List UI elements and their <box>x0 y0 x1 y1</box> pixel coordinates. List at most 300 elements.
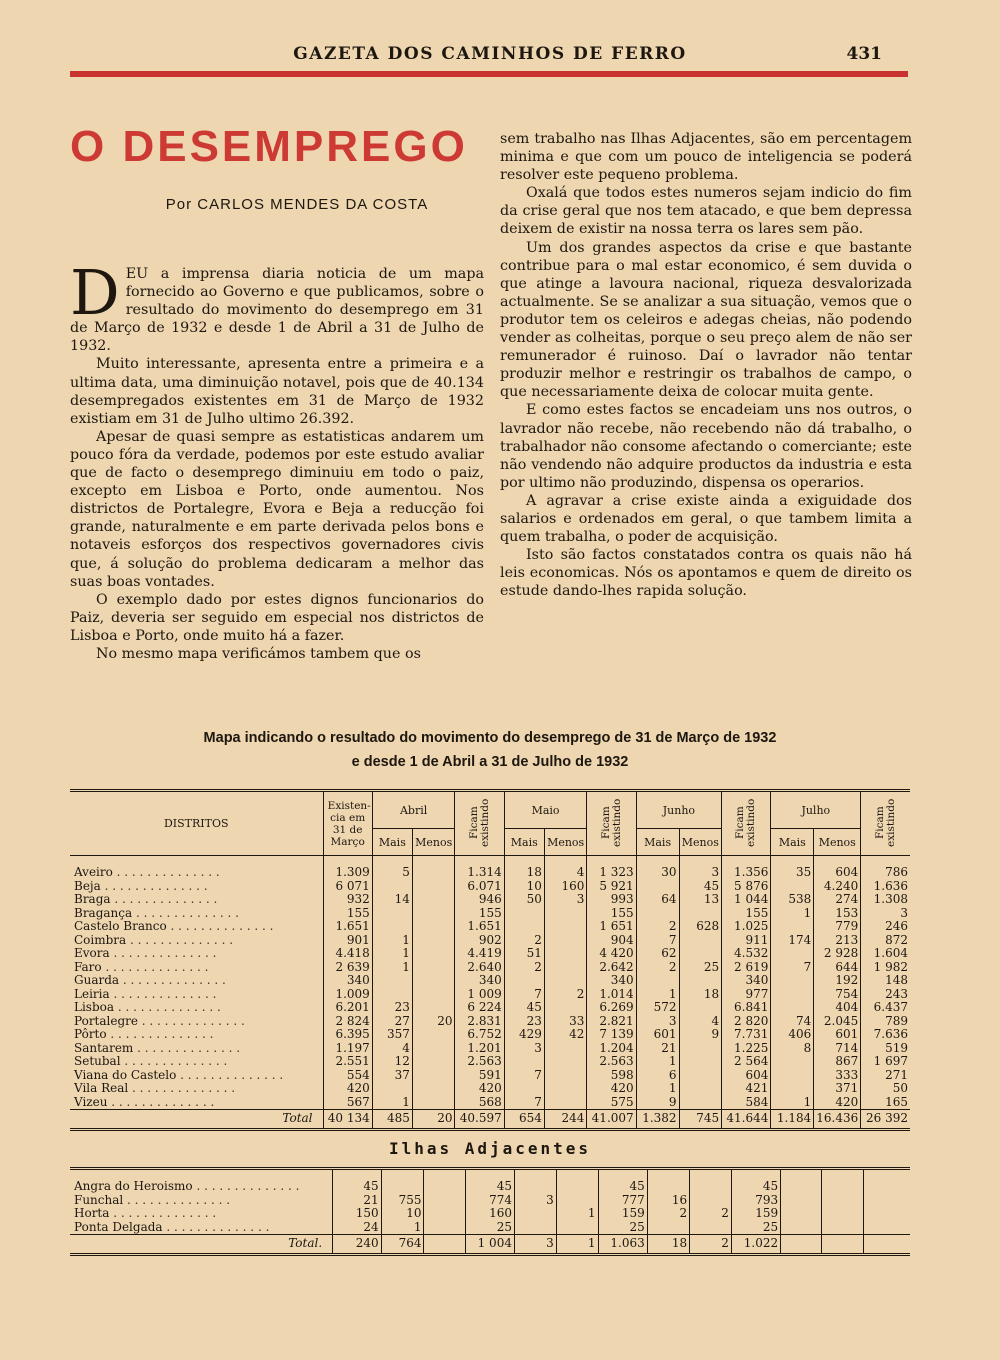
table-cell <box>544 1082 587 1096</box>
district-name: Braga <box>74 893 111 906</box>
table-caption-line-1: Mapa indicando o resultado do movimento do desemprego de 31 de Março de 1932 <box>203 730 777 746</box>
table-cell: 33 <box>544 1015 587 1029</box>
table-cell <box>504 974 544 988</box>
district-name-cell <box>70 1015 323 1029</box>
table-cell <box>636 907 679 921</box>
remaining-header-june <box>722 791 771 856</box>
table-cell: 7 <box>504 1096 544 1110</box>
table-cell <box>690 1221 732 1235</box>
table-cell: 16 <box>647 1194 689 1208</box>
total-cell: 764 <box>381 1235 424 1255</box>
table-cell: 7 <box>636 934 679 948</box>
district-name: Portalegre <box>74 1014 138 1028</box>
table-cell: 584 <box>722 1096 771 1110</box>
total-label: Total <box>70 1110 323 1129</box>
table-row <box>70 1207 910 1221</box>
table-cell: 155 <box>722 907 771 921</box>
table-cell: 6.395 <box>323 1028 372 1042</box>
table-cell <box>822 1221 863 1235</box>
table-cell: 901 <box>323 934 372 948</box>
total-cell: 20 <box>412 1110 455 1129</box>
table-cell: 45 <box>504 1001 544 1015</box>
leader-dots: . . . . . . . . . . . . . . <box>192 1179 300 1193</box>
table-cell <box>424 1170 465 1194</box>
leader-dots: . . . . . . . . . . . . . . <box>133 1041 241 1055</box>
table-cell <box>771 988 814 1002</box>
table-cell: 64 <box>636 893 679 907</box>
remaining-header-july <box>861 791 910 856</box>
table-cell: 2.640 <box>455 961 504 975</box>
table-cell: 572 <box>636 1001 679 1015</box>
table-cell <box>544 1001 587 1015</box>
table-cell <box>771 1082 814 1096</box>
table-cell: 2 824 <box>323 1015 372 1029</box>
table-cell: 10 <box>504 880 544 894</box>
table-cell <box>679 1042 722 1056</box>
table-cell: 421 <box>722 1082 771 1096</box>
table-cell: 4 420 <box>587 947 636 961</box>
district-name-cell <box>70 947 323 961</box>
district-name-cell <box>70 1001 323 1015</box>
table-cell <box>679 947 722 961</box>
table-cell: 993 <box>587 893 636 907</box>
month-header-june: Junho <box>636 791 721 829</box>
table-cell: 2.642 <box>587 961 636 975</box>
less-header: Menos <box>412 829 455 856</box>
table-cell <box>781 1194 822 1208</box>
table-row <box>70 1042 910 1056</box>
table-cell: 1 <box>372 934 412 948</box>
table-cell <box>412 1096 455 1110</box>
total-cell: 18 <box>647 1235 689 1255</box>
district-name: Santarem <box>74 1041 134 1055</box>
table-row <box>70 880 910 894</box>
table-cell: 340 <box>455 974 504 988</box>
district-name: Aveiro <box>74 865 113 879</box>
table-row <box>70 988 910 1002</box>
table-cell: 340 <box>722 974 771 988</box>
table-cell: 1.651 <box>323 920 372 934</box>
table-cell: 2 928 <box>814 947 861 961</box>
total-cell: 1 004 <box>465 1235 514 1255</box>
paragraph: A agravar a crise existe ainda a exiguidade dos salarios e ordenados em geral, o que tambem limita a quem trabalha, o poder de acquisição. <box>500 492 912 546</box>
paragraph-text: EU a imprensa diaria noticia de um mapa fornecido ao Governo e que publicamos, sobre o resultado do movimento do desemprego em 31 de Março de 1932 e desde 1 de Abril a 31 de Julho de 1932. <box>70 266 484 355</box>
table-cell: 4.419 <box>455 947 504 961</box>
islands-table <box>70 1170 910 1256</box>
table-cell: 6.071 <box>455 880 504 894</box>
table-cell: 1.225 <box>722 1042 771 1056</box>
table-cell <box>412 1042 455 1056</box>
month-header-may: Maio <box>504 791 587 829</box>
table-cell: 2 <box>504 934 544 948</box>
table-cell: 2.563 <box>455 1055 504 1069</box>
table-cell: 789 <box>861 1015 910 1029</box>
table-cell <box>514 1221 556 1235</box>
table-cell: 604 <box>814 856 861 880</box>
table-cell: 6.437 <box>861 1001 910 1015</box>
table-cell <box>679 934 722 948</box>
table-cell: 644 <box>814 961 861 975</box>
table-cell: 246 <box>861 920 910 934</box>
total-label: Total. <box>70 1235 333 1255</box>
leader-dots: . . . . . . . . . . . . . . <box>109 947 217 960</box>
table-cell: 23 <box>504 1015 544 1029</box>
table-cell <box>372 988 412 1002</box>
table-cell: 591 <box>455 1069 504 1083</box>
table-cell: 2 <box>647 1207 689 1221</box>
table-row <box>70 1069 910 1083</box>
article-title: O DESEMPREGO <box>70 122 468 171</box>
paragraph: Muito interessante, apresenta entre a primeira e a ultima data, uma diminuição notavel, pois que de 40.134 desempregados existentes em 31 de Março de 1932 existiam em 31 de Julho ultimo 26.392. <box>70 356 484 427</box>
total-cell: 41.007 <box>587 1110 636 1129</box>
paragraph: O exemplo dado por estes dignos funcionarios do Paiz, deveria ser seguido em especial nos districtos de Lisboa e Porto, onde muito há a fazer. <box>70 591 484 644</box>
district-name: Leiria <box>74 987 110 1001</box>
table-cell: 155 <box>323 907 372 921</box>
remaining-header-may <box>587 791 636 856</box>
paragraph: Apesar de quasi sempre as estatisticas andarem um pouco fóra da verdade, podemos por este estudo avaliar que de facto o desemprego diminuiu em todo o paiz, excepto em Lisboa e Porto, onde aumentou. Nos districtos de Portalegre, Evora e Beja a reducção foi grande, naturalmente e em parte derivada pelos bons e notaveis esforços dos respectivos governadores civis que, á solução do problema dedicaram a melhor das suas boas vontades. <box>70 428 484 590</box>
table-cell <box>412 1069 455 1083</box>
table-cell <box>412 988 455 1002</box>
table-cell: 4 <box>372 1042 412 1056</box>
leader-dots: . . . . . . . . . . . . . . <box>128 1082 236 1095</box>
table-cell: 21 <box>636 1042 679 1056</box>
table-cell: 904 <box>587 934 636 948</box>
table-cell: 37 <box>372 1069 412 1083</box>
table-row <box>70 893 910 907</box>
table-cell <box>771 974 814 988</box>
table-cell: 755 <box>381 1194 424 1208</box>
table-cell <box>679 1055 722 1069</box>
leader-dots: . . . . . . . . . . . . . . <box>106 1028 214 1041</box>
table-cell: 9 <box>636 1096 679 1110</box>
more-header: Mais <box>372 829 412 856</box>
table-cell: 18 <box>504 856 544 880</box>
table-cell: 3 <box>636 1015 679 1029</box>
district-name: Coimbra <box>74 933 127 947</box>
district-name-cell <box>70 907 323 921</box>
table-cell <box>647 1221 689 1235</box>
table-cell: 777 <box>598 1194 647 1208</box>
table-cell: 786 <box>861 856 910 880</box>
table-cell <box>636 880 679 894</box>
district-name: Guarda <box>74 974 120 987</box>
remaining-header-text: Ficam existindo <box>599 797 623 847</box>
table-cell: 6 071 <box>323 880 372 894</box>
table-cell: 601 <box>814 1028 861 1042</box>
table-cell <box>504 1055 544 1069</box>
district-name-cell <box>70 920 323 934</box>
left-body-text <box>70 256 484 663</box>
table-cell: 12 <box>372 1055 412 1069</box>
table-cell: 42 <box>544 1028 587 1042</box>
table-row <box>70 1028 910 1042</box>
running-header <box>70 44 910 68</box>
month-header-april: Abril <box>372 791 455 829</box>
table-cell: 911 <box>722 934 771 948</box>
table-cell <box>863 1170 910 1194</box>
table-row <box>70 856 910 880</box>
district-name-cell <box>70 934 323 948</box>
total-cell: 1.382 <box>636 1110 679 1129</box>
table-cell: 1 <box>636 1082 679 1096</box>
table-cell: 74 <box>771 1015 814 1029</box>
table-cell: 5 921 <box>587 880 636 894</box>
more-header: Mais <box>636 829 679 856</box>
table-cell: 1.356 <box>722 856 771 880</box>
table-cell <box>544 1096 587 1110</box>
table-cell: 45 <box>731 1170 780 1194</box>
remaining-header-text: Ficam existindo <box>467 797 491 847</box>
table-cell: 932 <box>323 893 372 907</box>
table-cell <box>424 1207 465 1221</box>
table-cell: 946 <box>455 893 504 907</box>
table-cell: 902 <box>455 934 504 948</box>
table-cell: 20 <box>412 1015 455 1029</box>
table-row <box>70 1001 910 1015</box>
table-cell: 2 619 <box>722 961 771 975</box>
table-cell: 1.309 <box>323 856 372 880</box>
table-row <box>70 1015 910 1029</box>
table-cell: 1 982 <box>861 961 910 975</box>
district-name-cell <box>70 1055 323 1069</box>
total-cell: 1.063 <box>598 1235 647 1255</box>
table-cell: 7.636 <box>861 1028 910 1042</box>
table-row <box>70 934 910 948</box>
table-cell: 45 <box>333 1170 381 1194</box>
district-name: Ponta Delgada <box>74 1220 163 1234</box>
table-caption-line-2: e desde 1 de Abril a 31 de Julho de 1932 <box>351 754 629 770</box>
table-cell <box>771 880 814 894</box>
table-cell <box>372 974 412 988</box>
table-cell: 159 <box>731 1207 780 1221</box>
table-cell: 774 <box>465 1194 514 1208</box>
table-cell: 9 <box>679 1028 722 1042</box>
table-cell: 174 <box>771 934 814 948</box>
table-row <box>70 947 910 961</box>
leader-dots: . . . . . . . . . . . . . . <box>176 1068 284 1082</box>
table-cell: 155 <box>587 907 636 921</box>
table-cell: 2.821 <box>587 1015 636 1029</box>
less-header: Menos <box>544 829 587 856</box>
remaining-header-april <box>455 791 504 856</box>
total-cell <box>424 1235 465 1255</box>
table-cell: 192 <box>814 974 861 988</box>
districts-header: DISTRITOS <box>163 817 229 830</box>
total-cell: 745 <box>679 1110 722 1129</box>
table-cell: 35 <box>771 856 814 880</box>
district-name: Angra do Heroismo <box>74 1179 193 1193</box>
district-name-cell <box>70 988 323 1002</box>
leader-dots: . . . . . . . . . . . . . . <box>110 893 218 906</box>
leader-dots: . . . . . . . . . . . . . . <box>109 1207 217 1220</box>
table-cell <box>679 974 722 988</box>
table-cell: 51 <box>504 947 544 961</box>
table-cell: 25 <box>731 1221 780 1235</box>
table-cell: 274 <box>814 893 861 907</box>
more-header: Mais <box>504 829 544 856</box>
district-name-cell <box>70 1028 323 1042</box>
total-cell <box>781 1235 822 1255</box>
leader-dots: . . . . . . . . . . . . . . <box>132 906 239 920</box>
table-cell: 2 <box>636 920 679 934</box>
district-name: Faro <box>74 960 102 974</box>
district-name: Castelo Branco <box>74 920 167 933</box>
total-cell: 40.597 <box>455 1110 504 1129</box>
total-cell: 244 <box>544 1110 587 1129</box>
table-cell: 10 <box>381 1207 424 1221</box>
table-cell <box>504 907 544 921</box>
article-left-column <box>70 118 484 663</box>
table-row <box>70 1170 910 1194</box>
table-cell: 25 <box>598 1221 647 1235</box>
table-cell: 867 <box>814 1055 861 1069</box>
table-cell: 4.240 <box>814 880 861 894</box>
total-cell: 1 <box>556 1235 598 1255</box>
article-right-column <box>500 130 912 600</box>
table-cell <box>556 1170 598 1194</box>
table-cell: 23 <box>372 1001 412 1015</box>
table-cell: 2.045 <box>814 1015 861 1029</box>
table-cell: 213 <box>814 934 861 948</box>
remaining-header-text: Ficam existindo <box>734 797 758 847</box>
leader-dots: . . . . . . . . . . . . . . <box>114 1001 221 1014</box>
table-cell <box>412 974 455 988</box>
table-cell: 2.563 <box>587 1055 636 1069</box>
paragraph: No mesmo mapa verificámos tambem que os <box>96 645 421 662</box>
table-cell: 8 <box>771 1042 814 1056</box>
table-cell <box>781 1221 822 1235</box>
table-cell: 1.009 <box>323 988 372 1002</box>
table-cell: 872 <box>861 934 910 948</box>
table-cell: 148 <box>861 974 910 988</box>
table-cell <box>822 1170 863 1194</box>
leader-dots: . . . . . . . . . . . . . . <box>162 1220 270 1234</box>
table-cell: 6 <box>636 1069 679 1083</box>
district-name-cell <box>70 1221 333 1235</box>
table-cell <box>679 1096 722 1110</box>
table-cell: 2 <box>690 1207 732 1221</box>
table-cell: 2 820 <box>722 1015 771 1029</box>
table-cell <box>372 920 412 934</box>
table-row <box>70 1194 910 1208</box>
table-cell: 538 <box>771 893 814 907</box>
table-cell <box>679 1069 722 1083</box>
table-cell: 7 <box>504 1069 544 1083</box>
existing-header <box>323 791 372 856</box>
table-cell <box>372 907 412 921</box>
table-cell: 601 <box>636 1028 679 1042</box>
table-cell: 977 <box>722 988 771 1002</box>
table-cell: 25 <box>679 961 722 975</box>
table-cell: 371 <box>814 1082 861 1096</box>
table-cell <box>544 947 587 961</box>
header-rule <box>70 71 908 77</box>
paragraph: Isto são factos constatados contra os quais não há leis economicas. Nós os apontamos e quem de direito os estude dando-lhes rapida solução. <box>500 547 912 600</box>
table-cell: 7.731 <box>722 1028 771 1042</box>
table-cell <box>771 1069 814 1083</box>
table-cell: 628 <box>679 920 722 934</box>
paragraph: sem trabalho nas Ilhas Adjacentes, são em percentagem minima e que com um pouco de inteligencia se poderá resolver este pequeno problema. <box>500 131 912 184</box>
table-cell <box>424 1221 465 1235</box>
table-cell <box>771 1055 814 1069</box>
existing-header-text: Existen-cia em 31 de Março <box>327 799 371 848</box>
table-cell: 1.197 <box>323 1042 372 1056</box>
table-row <box>70 961 910 975</box>
leader-dots: . . . . . . . . . . . . . . <box>101 960 209 974</box>
table-cell <box>412 880 455 894</box>
table-cell <box>544 974 587 988</box>
table-cell: 1 044 <box>722 893 771 907</box>
total-cell: 16.436 <box>814 1110 861 1129</box>
table-cell: 1 <box>372 961 412 975</box>
table-cell: 1.014 <box>587 988 636 1002</box>
table-cell: 2 564 <box>722 1055 771 1069</box>
table-cell: 45 <box>598 1170 647 1194</box>
district-name-cell <box>70 893 323 907</box>
table-cell <box>771 947 814 961</box>
table-cell: 1 009 <box>455 988 504 1002</box>
month-header-july: Julho <box>771 791 861 829</box>
total-cell: 1.022 <box>731 1235 780 1255</box>
district-name: Vizeu <box>74 1095 108 1109</box>
paragraph <box>70 256 484 355</box>
table-cell <box>412 1028 455 1042</box>
table-cell <box>544 1069 587 1083</box>
table-cell: 568 <box>455 1096 504 1110</box>
table-cell: 1.636 <box>861 880 910 894</box>
table-row <box>70 1096 910 1110</box>
table-cell: 779 <box>814 920 861 934</box>
table-cell <box>412 1055 455 1069</box>
table-cell: 30 <box>636 856 679 880</box>
table-cell <box>504 920 544 934</box>
leader-dots: . . . . . . . . . . . . . . <box>166 920 274 933</box>
right-body-text <box>500 130 912 600</box>
table-cell: 6.201 <box>323 1001 372 1015</box>
table-cell: 1 <box>771 1096 814 1110</box>
table-cell: 754 <box>814 988 861 1002</box>
table-cell <box>412 934 455 948</box>
district-name-cell <box>70 1082 323 1096</box>
table-cell: 1 <box>636 988 679 1002</box>
table-cell: 7 <box>504 988 544 1002</box>
districts-body <box>70 856 910 1129</box>
table-cell: 1 697 <box>861 1055 910 1069</box>
table-cell <box>679 1082 722 1096</box>
table-cell: 14 <box>372 893 412 907</box>
table-cell: 406 <box>771 1028 814 1042</box>
table-cell <box>412 907 455 921</box>
district-name-cell <box>70 961 323 975</box>
table-cell: 160 <box>544 880 587 894</box>
table-cell: 420 <box>587 1082 636 1096</box>
district-name-cell <box>70 856 323 880</box>
table-cell: 1 <box>372 1096 412 1110</box>
table-cell: 6.269 <box>587 1001 636 1015</box>
table-cell <box>556 1221 598 1235</box>
district-name-cell <box>70 880 323 894</box>
district-name: Viana do Castelo <box>74 1068 177 1082</box>
table-cell: 554 <box>323 1069 372 1083</box>
table-cell <box>690 1194 732 1208</box>
table-cell: 575 <box>587 1096 636 1110</box>
table-cell: 3 <box>679 856 722 880</box>
table-cell <box>647 1170 689 1194</box>
table-cell: 6 224 <box>455 1001 504 1015</box>
table-cell: 598 <box>587 1069 636 1083</box>
table-cell <box>679 907 722 921</box>
table-cell <box>863 1221 910 1235</box>
